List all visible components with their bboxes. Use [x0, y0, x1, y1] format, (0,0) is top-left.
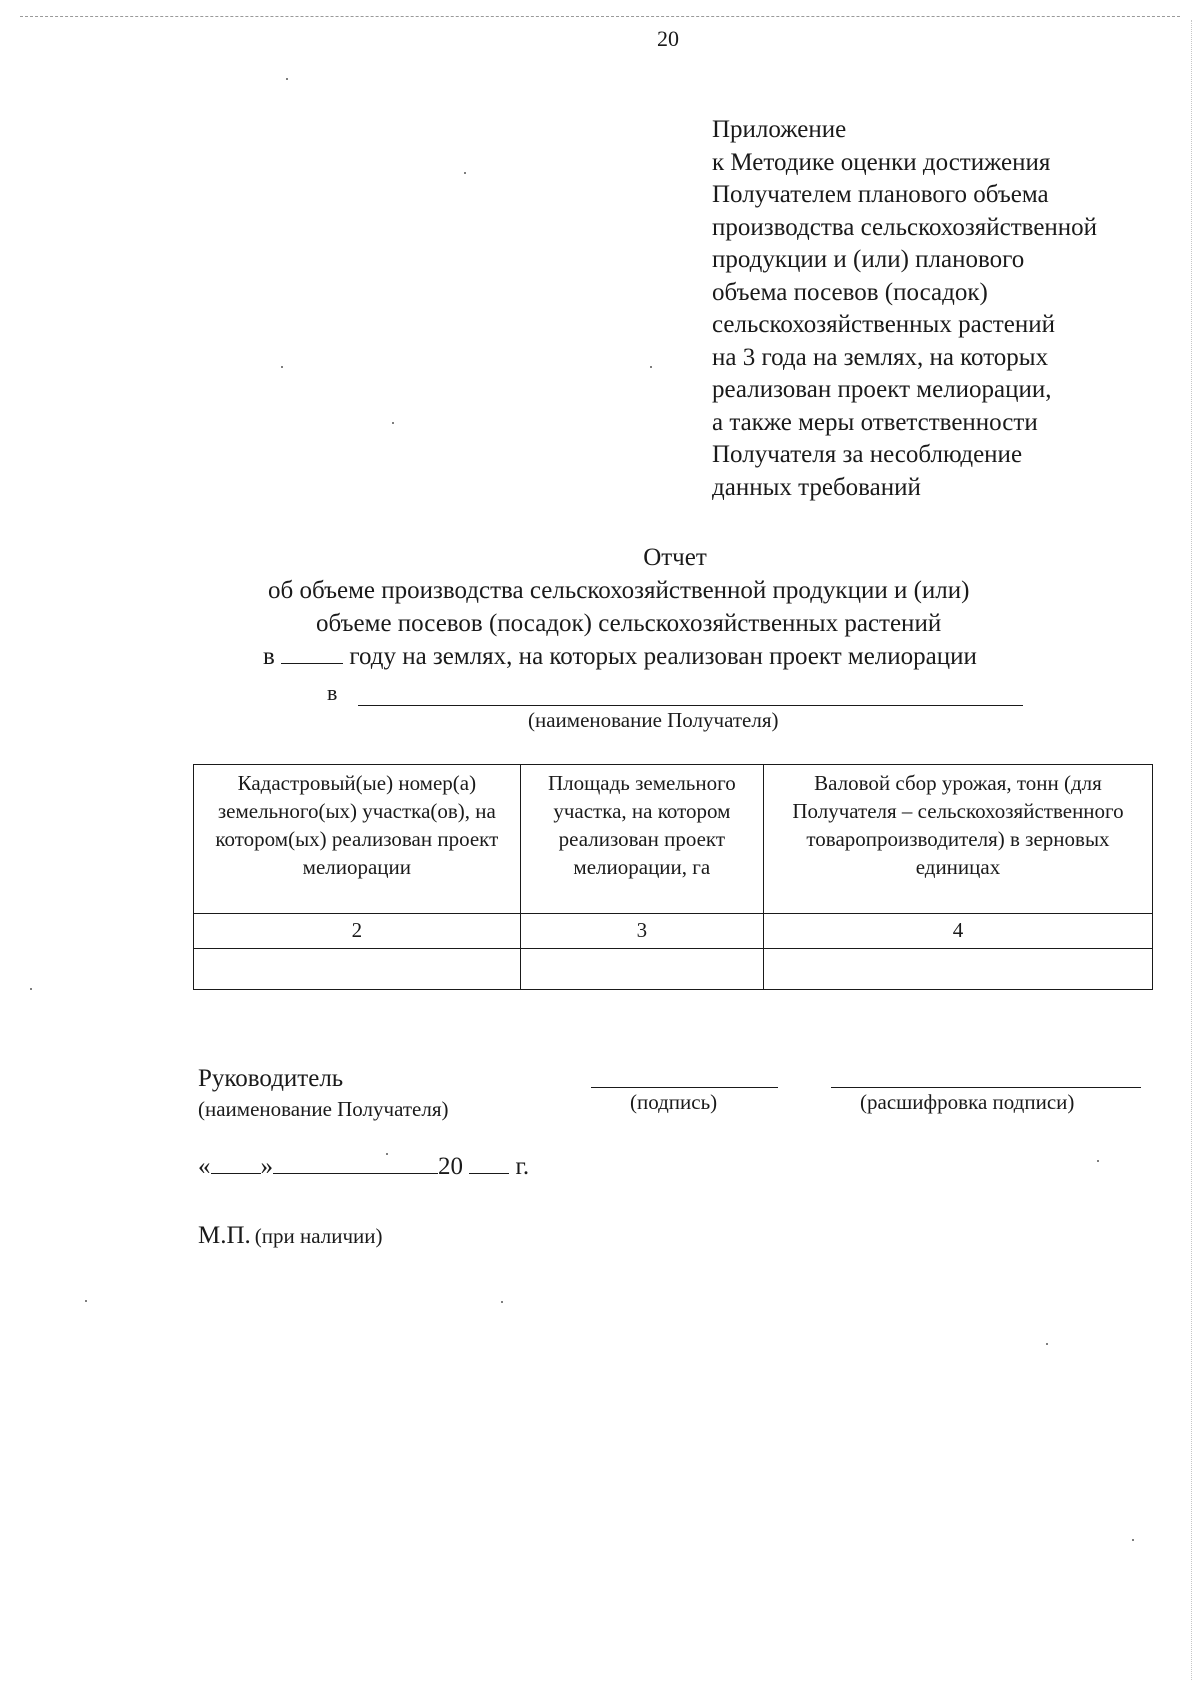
column-number: 2	[194, 914, 521, 949]
month-blank	[273, 1153, 438, 1174]
appendix-line: на 3 года на землях, на которых	[712, 343, 1049, 371]
scan-speck	[30, 988, 32, 990]
signature-decode-caption: (расшифровка подписи)	[860, 1090, 1075, 1114]
date-century: 20	[438, 1153, 463, 1180]
header-land-area: Площадь земельного участка, на котором реализован проект мелиорации, га	[520, 765, 763, 914]
signature-decode-line	[831, 1087, 1141, 1088]
scan-speck	[1132, 1539, 1134, 1541]
scan-speck	[286, 78, 288, 80]
report-subtitle-line-1: об объеме производства сельскохозяйственной продукции и (или)	[268, 577, 970, 604]
report-title: Отчет	[643, 544, 707, 571]
appendix-line: к Методике оценки достижения	[712, 148, 1051, 176]
appendix-line: Получателем планового объема	[712, 181, 1049, 208]
page-right-edge	[1191, 20, 1192, 1680]
signature-block	[198, 1063, 448, 1123]
scan-speck	[281, 366, 283, 368]
signatory-role: Руководитель	[198, 1065, 344, 1092]
year-blank	[281, 643, 343, 664]
header-gross-harvest: Валовой сбор урожая, тонн (для Получателя – сельскохозяйственного товаропроизводителя) в зерновых единицах	[763, 765, 1152, 914]
table-cell	[194, 949, 521, 990]
appendix-line: данных требований	[712, 473, 921, 501]
appendix-line: Приложение	[712, 116, 847, 143]
table-row	[194, 949, 1153, 990]
scan-speck	[501, 1301, 503, 1303]
report-subtitle-line-2: объеме посевов (посадок) сельскохозяйственных растений	[316, 610, 942, 637]
scan-speck	[1097, 1160, 1099, 1162]
scan-speck	[386, 1153, 388, 1155]
header-cadastral-number: Кадастровый(ые) номер(а) земельного(ых) участка(ов), на котором(ых) реализован проект мелиорации	[194, 765, 521, 914]
appendix-line: реализован проект мелиорации,	[712, 376, 1052, 403]
stamp-note: (при наличии)	[254, 1224, 383, 1248]
appendix-line: производства сельскохозяйственной	[712, 213, 1098, 241]
year-suffix: году на землях, на которых реализован проект мелиорации	[349, 643, 977, 670]
scan-speck	[85, 1300, 87, 1302]
scan-speck	[464, 172, 466, 174]
scan-speck	[392, 422, 394, 424]
appendix-line: Получателя за несоблюдение	[712, 441, 1023, 468]
stamp-label: М.П.	[198, 1222, 251, 1249]
page-top-edge	[20, 16, 1180, 17]
date-row	[198, 1153, 529, 1181]
recipient-caption: (наименование Получателя)	[528, 708, 779, 732]
signature-line	[591, 1087, 778, 1088]
table-header-row	[194, 765, 1153, 914]
scan-speck	[1046, 1343, 1048, 1345]
date-close-quote: »	[260, 1153, 273, 1180]
appendix-line: а также меры ответственности	[712, 408, 1038, 436]
signatory-role-caption: (наименование Получателя)	[198, 1097, 449, 1121]
appendix-line: сельскохозяйственных растений	[712, 311, 1055, 338]
year-prefix: в	[263, 643, 275, 670]
column-number: 3	[520, 914, 763, 949]
date-open-quote: «	[198, 1153, 211, 1180]
column-number: 4	[763, 914, 1152, 949]
stamp-row	[198, 1222, 383, 1250]
year-digits-blank	[469, 1153, 509, 1174]
table-cell	[520, 949, 763, 990]
day-blank	[211, 1153, 261, 1174]
appendix-line: объема посевов (посадок)	[712, 278, 988, 306]
table-number-row	[194, 914, 1153, 949]
appendix-line: продукции и (или) планового	[712, 246, 1025, 273]
page-number: 20	[657, 26, 679, 51]
date-year-suffix: г.	[515, 1153, 530, 1180]
signature-caption: (подпись)	[630, 1090, 718, 1114]
report-subtitle-line-3	[263, 643, 977, 671]
report-table	[193, 764, 1153, 990]
scan-speck	[650, 366, 652, 368]
table-cell	[763, 949, 1152, 990]
appendix-block	[712, 114, 1162, 504]
recipient-prefix: в	[327, 680, 338, 705]
recipient-blank	[358, 705, 1023, 706]
